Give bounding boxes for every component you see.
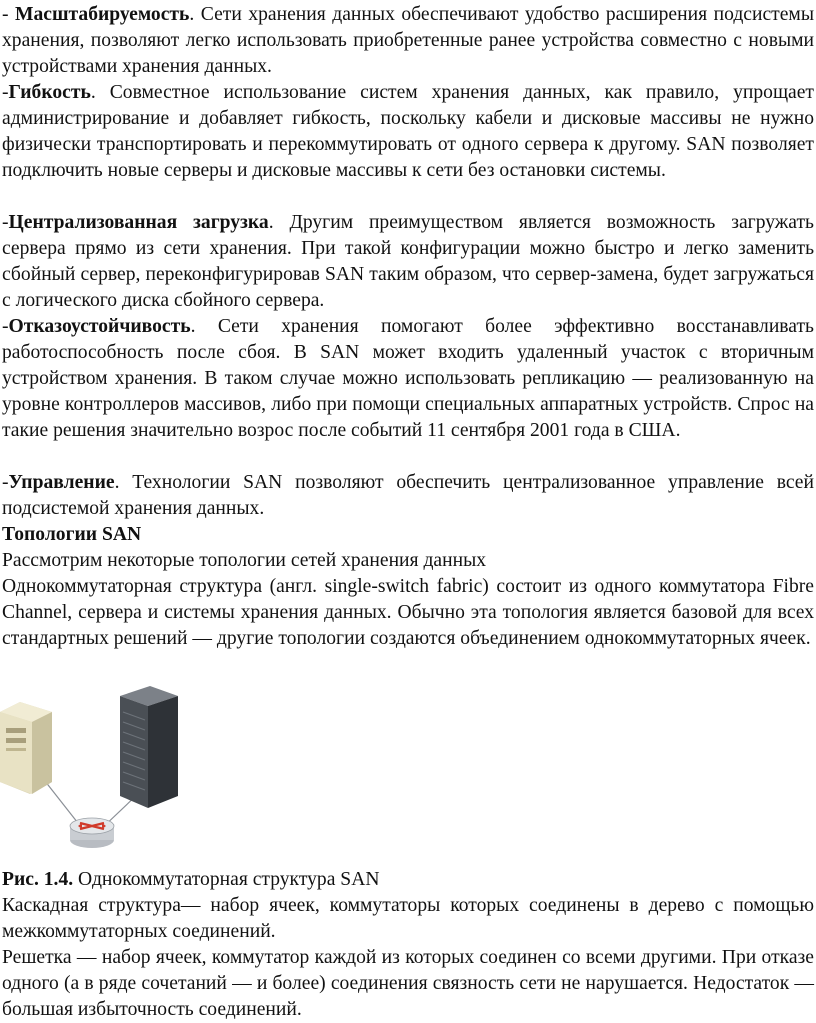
tower-server-icon	[0, 702, 52, 794]
feature-scalability	[2, 2, 814, 80]
feature-term: Отказоустойчивость	[8, 316, 191, 337]
feature-text: . Технологии SAN позволяют обеспечить централизованное управление всей подсистемой хранения данных.	[2, 472, 814, 519]
feature-prefix: -	[2, 4, 16, 25]
feature-text: . Совместное использование систем хранения данных, как правило, упрощает администрирование и добавляет гибкость, поскольку кабели и дисковые массивы не нужно физически транспортировать и перекоммутировать от одного сервера к другому. SAN позволяет подключить новые серверы и дисковые массивы к сети без остановки системы.	[2, 82, 814, 181]
mesh-paragraph: Решетка — набор ячеек, коммутатор каждой из которых соединен со всеми другими. При отказе одного (а в ряде сочетаний — и более) соединения связность сети не нарушается. Недостаток — большая избыточность соединений.	[2, 947, 814, 1020]
figure-label: Рис. 1.4.	[2, 869, 74, 890]
feature-term: Масштабируемость	[15, 4, 190, 25]
san-figure	[0, 682, 240, 868]
feature-central-boot	[2, 210, 814, 314]
feature-prefix: -	[2, 212, 9, 233]
figure-caption-text: Однокоммутаторная структура SAN	[73, 869, 380, 890]
section-title: Топологии SAN	[2, 524, 142, 545]
fc-switch-icon	[70, 818, 114, 848]
feature-prefix: -	[2, 316, 9, 337]
single-switch-paragraph: Однокоммутаторная структура (англ. single-switch fabric) состоит из одного коммутатора Fibre Channel, сервера и системы хранения данных. Обычно эта топология является базовой для всех стандартных решений — другие топологии создаются объединением однокоммутаторных ячеек.	[2, 576, 814, 649]
feature-term: Управление	[8, 472, 115, 493]
feature-text: . Сети хранения помогают более эффективно восстанавливать работоспособность после сбоя. В SAN может входить удаленный участок с вторичным устройством хранения. В таком случае можно использовать репликацию — реализованную на уровне контроллеров массивов, либо при помощи специальных аппаратных устройств. Спрос на такие решения значительно возрос после событий 11 сентября 2001 года в США.	[2, 316, 814, 441]
feature-fault-tolerance	[2, 314, 814, 444]
feature-text: . Другим преимуществом является возможность загружать сервера прямо из сети хранения. При такой конфигурации можно быстро и легко заменить сбойный сервер, переконфигурировав SAN таким образом, что сервер-замена, будет загружаться с логического диска сбойного сервера.	[2, 212, 814, 311]
feature-term: Гибкость	[8, 82, 91, 103]
san-diagram	[0, 682, 240, 868]
storage-rack-icon	[120, 686, 178, 808]
cascade-paragraph: Каскадная структура— набор ячеек, коммутаторы которых соединены в дерево с помощью межкоммутаторных соединений.	[2, 895, 814, 942]
feature-prefix: -	[2, 82, 9, 103]
feature-text: . Сети хранения данных обеспечивают удобство расширения подсистемы хранения, позволяют легко использовать приобретенные ранее устройства совместно с новыми устройствами хранения данных.	[2, 4, 814, 77]
feature-flexibility	[2, 80, 814, 184]
figure-caption	[2, 867, 814, 893]
topology-intro: Рассмотрим некоторые топологии сетей хранения данных	[2, 550, 487, 571]
feature-management	[2, 470, 814, 522]
feature-term: Централизованная загрузка	[8, 212, 269, 233]
feature-prefix: -	[2, 472, 9, 493]
